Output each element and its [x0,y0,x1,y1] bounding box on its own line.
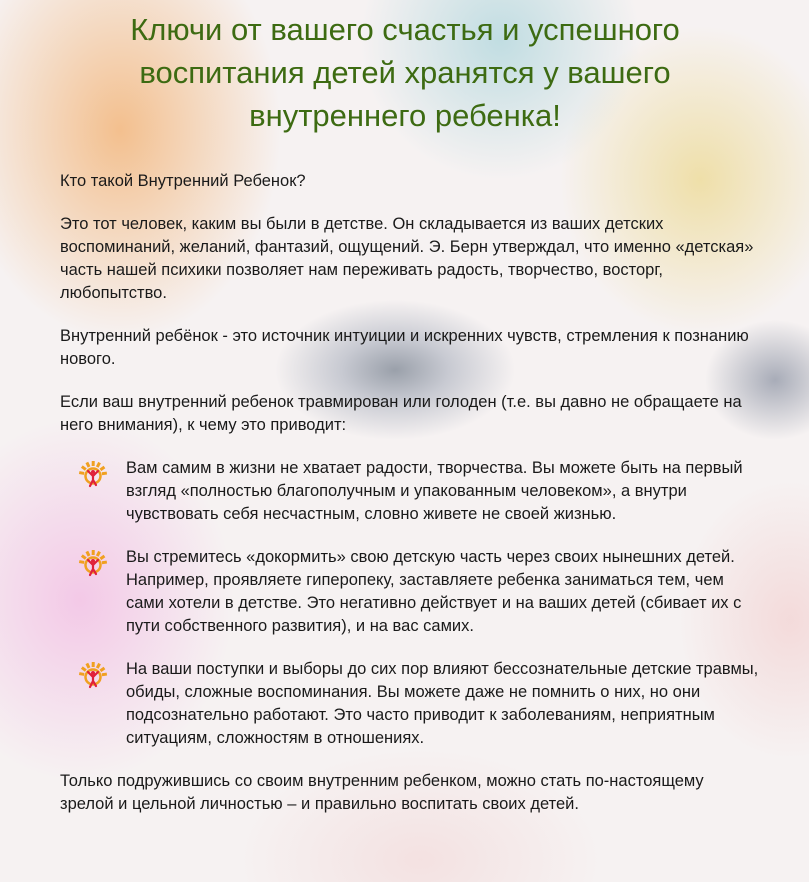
question-heading: Кто такой Внутренний Ребенок? [60,172,306,190]
consequences-list [60,457,760,750]
paragraph: Это тот человек, каким вы были в детстве. Он складывается из ваших детских воспоминаний, желаний, фантазий, ощущений. Э. Берн утверждал, что именно «детская» часть нашей психики позволяет нам переживать радость, творчество, восторг, любопытство. [60,215,754,302]
list-item-text: На ваши поступки и выборы до сих пор влияют бессознательные детские травмы, обиды, сложные воспоминания. Вы можете даже не помнить о них, но они подсознательно работают. Это часто приводит к заболеваниям, неприятным ситуациям, сложностям в отношениях. [126,660,759,747]
list-item [60,658,760,750]
list-item-text: Вы стремитесь «докормить» свою детскую часть через своих нынешних детей. Например, проявляете гиперопеку, заставляете ребенка заниматься тем, чем сами хотели в детстве. Это негативно действует и на ваших детей (сбивает их с пути собственного развития), и на вас самих. [126,548,742,635]
list-item [60,546,760,638]
paragraph: Внутренний ребёнок - это источник интуиции и искренних чувств, стремления к познанию нового. [60,327,749,368]
paragraph: Если ваш внутренний ребенок травмирован или голоден (т.е. вы давно не обращаете на него внимания), к чему это приводит: [60,393,742,434]
sun-child-icon [78,459,108,489]
page-title: Ключи от вашего счастья и успешного воспитания детей хранятся у вашего внутреннего ребенка! [130,12,680,133]
sun-child-icon [78,660,108,690]
sun-child-icon [78,548,108,578]
article-body [60,170,760,836]
list-item-text: Вам самим в жизни не хватает радости, творчества. Вы можете быть на первый взгляд «полностью благополучным и упакованным человеком», а внутри чувствовать себя несчастным, словно живете не своей жизнью. [126,459,743,523]
conclusion: Только подружившись со своим внутренним ребенком, можно стать по-настоящему зрелой и цельной личностью – и правильно воспитать своих детей. [60,772,704,813]
list-item [60,457,760,526]
